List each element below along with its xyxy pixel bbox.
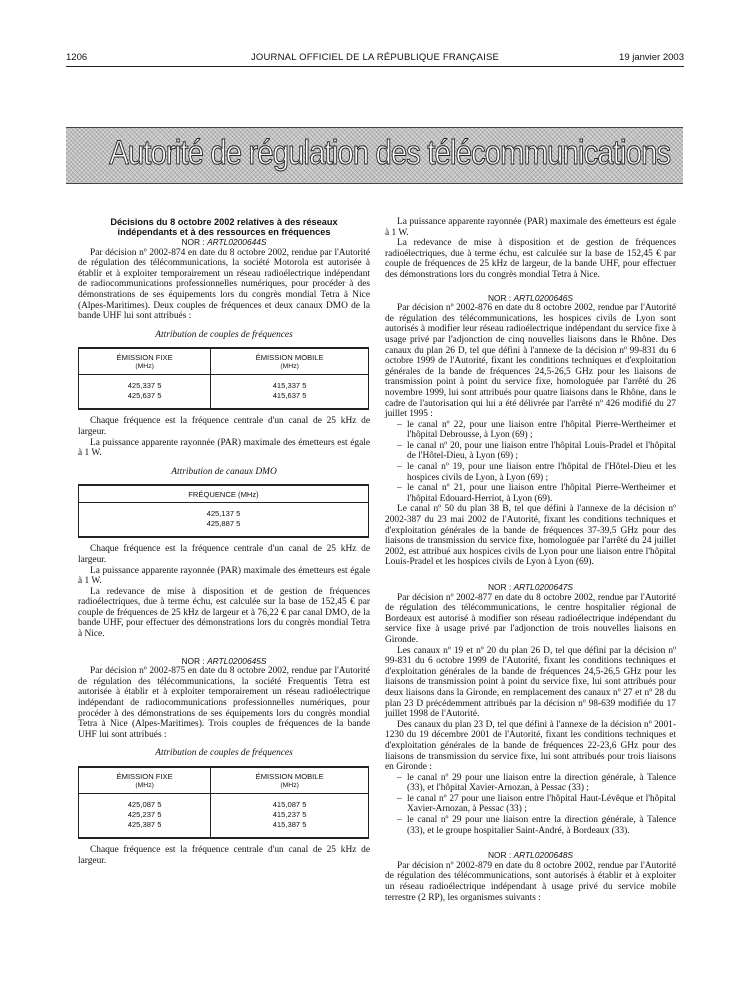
dmo-channel-table	[78, 484, 369, 538]
frequency-table	[78, 766, 369, 839]
decisions-title-line2: indépendants et à des ressources en fréquences	[117, 227, 331, 237]
table-caption: Attribution de couples de fréquences	[155, 329, 293, 340]
table-header: FRÉQUENCE (MHz)	[79, 485, 369, 503]
list-item: – le canal nº 27 pour une liaison entre l'hôpital Haut-Lévêque et l'hôpital Xavier-Arnozan, à Pessac (33) ;	[385, 794, 676, 815]
table-cell: 425,337 5 425,637 5	[79, 375, 211, 410]
paragraph: Des canaux du plan 23 D, tel que défini à l'annexe de la décision nº 2001-1230 du 19 décembre 2001 de l'Autorité, fixant les conditions techniques et d'exploitation générales de la bande de fréquences 22-23,6 GHz pour des liaisons de transmission du service fixe, lui sont attribués pour trois liaisons en Gironde :	[385, 719, 676, 773]
left-column	[78, 217, 370, 866]
list-item: – le canal nº 29 pour une liaison entre la direction générale, à Talence (33), et le groupe hospitalier Saint-André, à Bordeaux (33).	[385, 815, 676, 836]
paragraph: La puissance apparente rayonnée (PAR) maximale des émetteurs est égale à 1 W.	[78, 565, 370, 587]
frequency-table	[78, 347, 369, 410]
list-item: – le canal nº 19, pour une liaison entre l'hôpital de l'Hôtel-Dieu et les hospices civils de Lyon, à Lyon (69) ;	[385, 462, 676, 483]
channel-list	[385, 773, 676, 837]
paragraph: Par décision nº 2002-876 en date du 8 octobre 2002, rendue par l'Autorité de régulation des télécommunications, les hospices civils de Lyon sont autorisés à modifier leur réseau radioélectrique indépendant du service fixe à usage privé par l'adjonction de cinq nouvelles liaisons dans le Rhône. Des canaux du plan 26 D, tel que défini à l'annexe de la décision nº 99-831 du 6 octobre 1999 de l'Autorité, fixant les conditions techniques et d'exploitation générales de la bande de fréquences 24,5-26,5 GHz pour les liaisons de transmission point à point du service fixe, homologuée par l'arrêté du 26 novembre 1999, lui sont attribués pour quatre liaisons dans le Rhône, dans le cadre de l'autorisation qui lui a été délivrée par l'arrêté nº 426 modifié du 27 juillet 1995 :	[385, 303, 676, 420]
paragraph: La redevance de mise à disposition et de gestion de fréquences radioélectriques, due à terme échu, est calculée sur la base de 152,45 € par couple de fréquences de 25 kHz de largeur et à 76,22 € par canal DMO, de la bande UHF, pour effectuer des démonstrations lors du congrès mondial Tetra à Nice.	[78, 586, 370, 640]
list-item: – le canal nº 20, pour une liaison entre l'hôpital Louis-Pradel et l'hôpital de l'Hôtel-Dieu, à Lyon (69) ;	[385, 441, 676, 462]
table-caption: Attribution de couples de fréquences	[155, 748, 293, 759]
right-column	[385, 217, 676, 903]
nor-reference: NOR : ARTL0200644S	[181, 237, 267, 247]
table-header: ÉMISSION MOBILE (MHz)	[211, 348, 369, 375]
decisions-title-line1: Décisions du 8 octobre 2002 relatives à des réseaux	[110, 217, 338, 227]
journal-title: JOURNAL OFFICIEL DE LA RÉPUBLIQUE FRANÇAISE	[250, 52, 500, 63]
list-item: – le canal nº 22, pour une liaison entre l'hôpital Pierre-Wertheimer et l'hôpital Debrousse, à Lyon (69) ;	[385, 420, 676, 441]
channel-list	[385, 420, 676, 505]
table-header: ÉMISSION FIXE (MHz)	[79, 348, 211, 375]
nor-reference: NOR : ARTL0200645S	[181, 655, 267, 666]
paragraph: Par décision nº 2002-874 en date du 8 octobre 2002, rendue par l'Autorité de régulation des télécommunications, la société Motorola est autorisée à établir et à exploiter temporairement un réseau radioélectrique indépendant de radiocommunications professionnelles numériques, pour procéder à des démonstrations de ses équipements lors du congrès mondial Tetra à Nice (Alpes-Maritimes). Deux couples de fréquences et deux canaux DMO de la bande UHF lui sont attribués :	[78, 247, 370, 322]
table-header: ÉMISSION FIXE (MHz)	[79, 767, 211, 794]
paragraph: La puissance apparente rayonnée (PAR) maximale des émetteurs est égale à 1 W.	[385, 217, 676, 238]
paragraph: Chaque fréquence est la fréquence centrale d'un canal de 25 kHz de largeur.	[78, 845, 370, 866]
table-cell: 415,337 5 415,637 5	[211, 375, 369, 410]
paragraph: Par décision nº 2002-877 en date du 8 octobre 2002, rendue par l'Autorité de régulation des télécommunications, le centre hospitalier régional de Bordeaux est autorisé à modifier son réseau radioélectrique indépendant du service fixe à usage privé par l'adjonction de trois nouvelles liaisons en Gironde.	[385, 592, 676, 645]
nor-reference: NOR : ARTL0200648S	[487, 850, 574, 861]
paragraph: Chaque fréquence est la fréquence centrale d'un canal de 25 kHz de largeur.	[78, 416, 370, 437]
header-rule	[66, 66, 684, 67]
page-header	[66, 52, 684, 66]
issue-date: 19 janvier 2003	[619, 52, 684, 63]
paragraph: Le canal nº 50 du plan 38 B, tel que défini à l'annexe de la décision nº 2002-387 du 23 mai 2002 de l'Autorité, fixant les conditions techniques et d'exploitation générales de la bande de fréquences 37-39,5 GHz pour des liaisons de transmission du service fixe, homologuée par l'arrêté du 24 juillet 2002, est attribué aux hospices civils de Lyon pour une liaison entre l'hôpital Louis-Pradel et les hospices civils de Lyon à Lyon (69).	[385, 504, 676, 568]
paragraph: Les canaux nº 19 et nº 20 du plan 26 D, tel que défini par la décision nº 99-831 du 6 octobre 1999 de l'Autorité, fixant les conditions techniques et d'exploitation générales de la bande de fréquences 24,5-26,5 GHz pour les liaisons de transmission point à point du service fixe, lui sont attribués pour deux liaisons dans la Gironde, en remplacement des canaux nº 27 et nº 28 du plan 23 D précédemment attribués par la décision nº 98-639 modifiée du 17 juillet 1998 de l'Autorité.	[385, 645, 676, 720]
paragraph: La puissance apparente rayonnée (PAR) maximale des émetteurs est égale à 1 W.	[78, 437, 370, 459]
banner-title: Autorité de régulation des télécommunications	[109, 134, 671, 172]
table-header: ÉMISSION MOBILE (MHz)	[211, 767, 369, 794]
paragraph: Chaque fréquence est la fréquence centrale d'un canal de 25 kHz de largeur.	[78, 544, 370, 565]
table-cell: 415,087 5 415,237 5 415,387 5	[211, 794, 369, 839]
list-item: – le canal nº 21, pour une liaison entre l'hôpital Pierre-Wertheimer et l'hôpital Edouard-Herriot, à Lyon (69).	[385, 483, 676, 504]
table-caption: Attribution de canaux DMO	[171, 466, 277, 477]
page-number: 1206	[66, 52, 88, 63]
list-item: – le canal nº 29 pour une liaison entre la direction générale, à Talence (33), et l'hôpital Xavier-Arnozan, à Pessac (33) ;	[385, 773, 676, 794]
table-cell: 425,137 5 425,887 5	[79, 503, 369, 538]
paragraph: Par décision nº 2002-875 en date du 8 octobre 2002, rendue par l'Autorité de régulation des télécommunications, la société Frequentis Tetra est autorisée à établir et à exploiter temporairement un réseau radioélectrique indépendant de radiocommunications professionnelles numériques, pour procéder à des démonstrations de ses équipements lors du congrès mondial Tetra à Nice (Alpes-Maritimes). Trois couples de fréquences de la bande UHF lui sont attribués :	[78, 666, 370, 740]
table-cell: 425,087 5 425,237 5 425,387 5	[79, 794, 211, 839]
nor-reference: NOR : ARTL0200647S	[487, 582, 574, 592]
paragraph: Par décision nº 2002-879 en date du 8 octobre 2002, rendue par l'Autorité de régulation des télécommunications, sont autorisés à établir et à exploiter un réseau radioélectrique indépendant à usage privé du service mobile terrestre (2 RP), les organismes suivants :	[385, 860, 676, 903]
paragraph: La redevance de mise à disposition et de gestion de fréquences radioélectriques, due à terme échu, est calculée sur la base de 152,45 € par couple de fréquences de 25 kHz de largeur, de la bande UHF, pour effectuer des démonstrations lors du congrès mondial Tetra à Nice.	[385, 238, 676, 280]
section-banner	[66, 127, 683, 184]
nor-reference: NOR : ARTL0200646S	[487, 292, 574, 303]
